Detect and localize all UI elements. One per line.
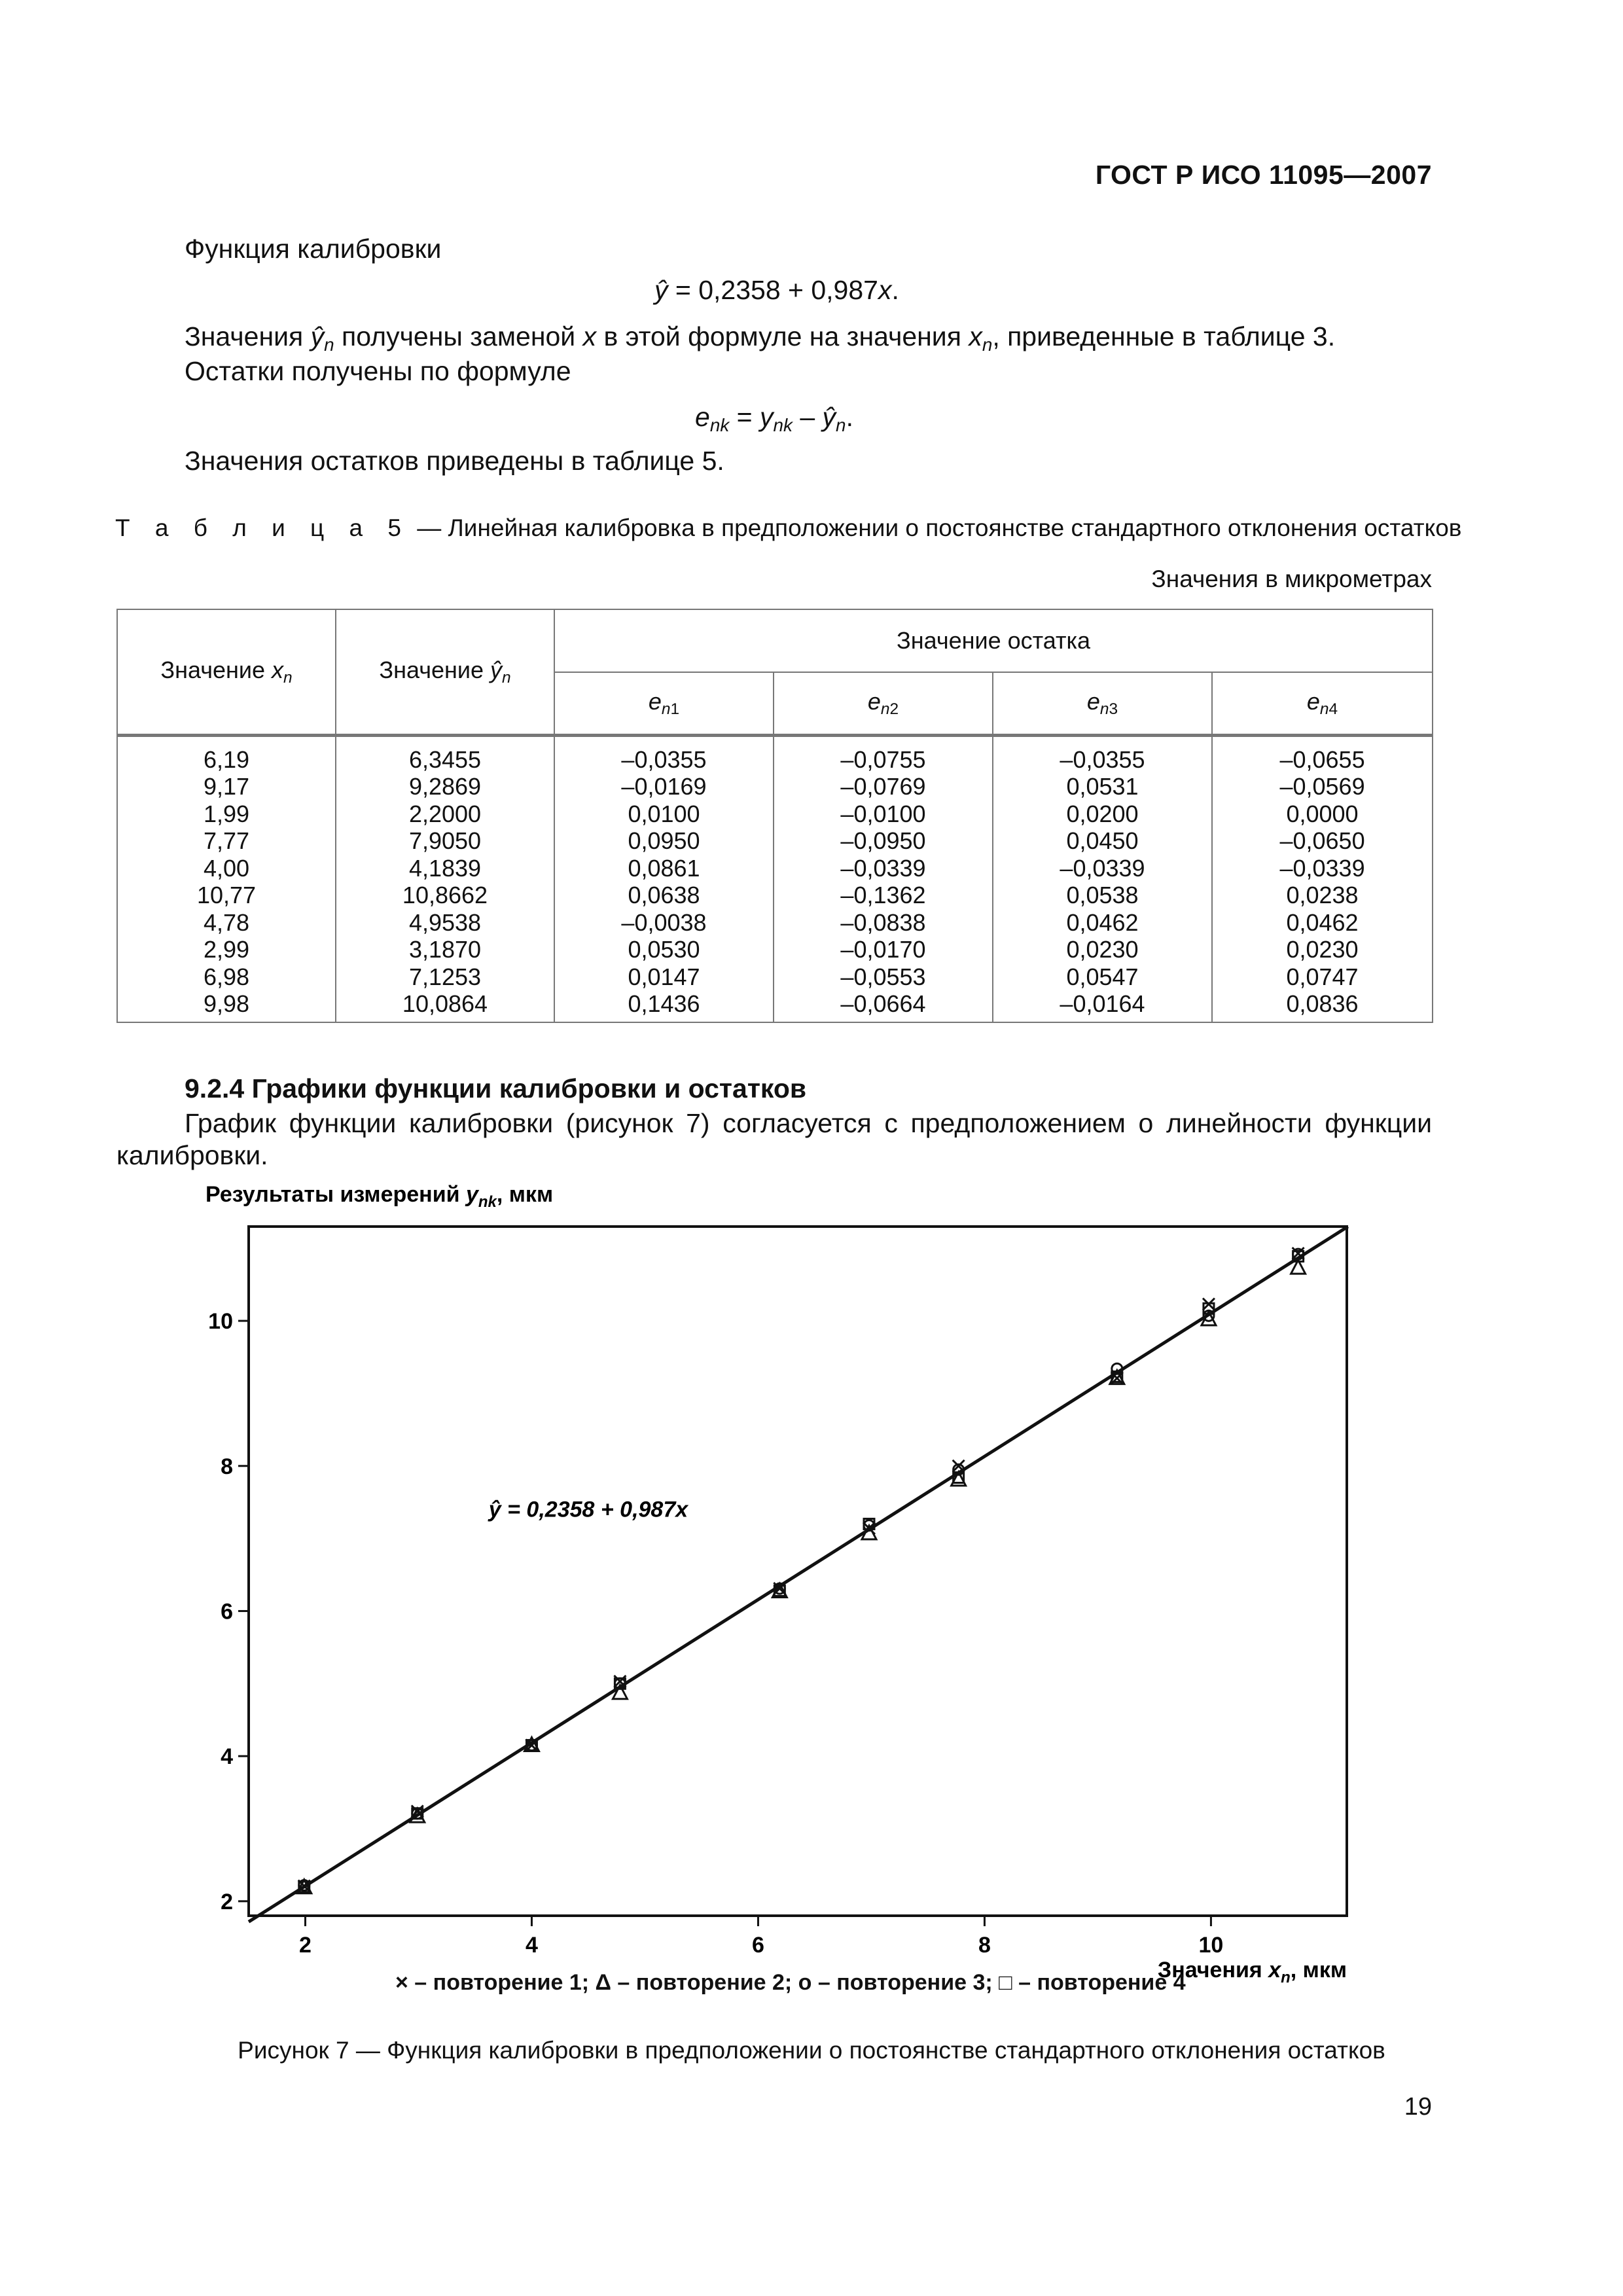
table-cell: 0,0638 (554, 882, 774, 909)
calib-formula: ŷ = 0,2358 + 0,987x. (654, 275, 899, 305)
table-cell: 10,0864 (336, 990, 554, 1022)
table-cell: –0,0755 (774, 735, 993, 773)
y-tick-label: 4 (221, 1744, 233, 1770)
table-cell: –0,0169 (554, 773, 774, 800)
fit-equation-label: ŷ = 0,2358 + 0,987x (488, 1497, 688, 1522)
table-cell: 0,0538 (993, 882, 1212, 909)
table-cell: 0,0747 (1212, 963, 1433, 991)
table-row (117, 800, 1433, 828)
table-cell: –0,0838 (774, 909, 993, 937)
table-row (117, 773, 1433, 800)
page-number: 19 (1404, 2093, 1432, 2121)
table-cell: 0,0230 (1212, 936, 1433, 963)
table-cell: 0,0462 (1212, 909, 1433, 937)
table-cell: 0,0836 (1212, 990, 1433, 1022)
table-cell: –0,0339 (774, 855, 993, 882)
legend-circle-icon: o (798, 1970, 812, 1995)
col-header-en3: $e_{n3}$ (993, 672, 1212, 735)
col-header-residual: Значение остатка (554, 609, 1433, 672)
table-cell: –0,0569 (1212, 773, 1433, 800)
col-header-en2: $e_{n2}$ (774, 672, 993, 735)
table-units: Значения в микрометрах (1151, 565, 1432, 592)
values-sentence: Значения $ŷ_n$ получены заменой x в этой формуле на значения $x_n$, приведенные в таблице 3. (185, 321, 1336, 355)
table-cell: 0,0950 (554, 827, 774, 855)
table-cell: –0,0355 (993, 735, 1212, 773)
col-header-en1: $e_{n1}$ (554, 672, 774, 735)
x-tick-label: 10 (1198, 1933, 1224, 1958)
table-cell: 0,1436 (554, 990, 774, 1022)
table-cell: 4,00 (117, 855, 336, 882)
table-cell: –0,0164 (993, 990, 1212, 1022)
table-row (117, 909, 1433, 937)
table-cell: 0,0200 (993, 800, 1212, 828)
y-axis-label: Результаты измерений $y_{nk}$, мкм (205, 1182, 554, 1211)
table-cell: –0,1362 (774, 882, 993, 909)
table-caption: Т а б л и ц а 5 — Линейная калибровка в предположении о постоянстве стандартного отклонения остатков (115, 514, 1462, 541)
table-cell: –0,0355 (554, 735, 774, 773)
table-cell: 4,78 (117, 909, 336, 937)
residuals-label: Остатки получены по формуле (185, 356, 571, 386)
table-cell: 6,19 (117, 735, 336, 773)
table-cell: 2,99 (117, 936, 336, 963)
document-header: ГОСТ Р ИСО 11095—2007 (1095, 160, 1432, 190)
table-cell: 6,98 (117, 963, 336, 991)
col-header-yhat: Значение $ŷ_n$ (336, 609, 554, 735)
table-cell: 0,0147 (554, 963, 774, 991)
chart-legend: × – повторение 1; Δ – повторение 2; o – повторение 3; □ – повторение 4 (395, 1970, 1186, 1995)
table-cell: 3,1870 (336, 936, 554, 963)
table-row (117, 936, 1433, 963)
col-header-x: Значение $x_n$ (117, 609, 336, 735)
table-cell: 9,17 (117, 773, 336, 800)
table-cell: –0,0038 (554, 909, 774, 937)
table-cell: 2,2000 (336, 800, 554, 828)
table-cell: 0,0861 (554, 855, 774, 882)
legend-triangle-icon: Δ (595, 1970, 611, 1995)
table-cell: 0,0450 (993, 827, 1212, 855)
section-text: График функции калибровки (рисунок 7) согласуется с предположением о линейности функции калибровки. (116, 1108, 1432, 1171)
table-cell: –0,0553 (774, 963, 993, 991)
table-cell: –0,0170 (774, 936, 993, 963)
x-tick-label: 2 (299, 1933, 312, 1958)
table-row (117, 827, 1433, 855)
table-cell: 0,0530 (554, 936, 774, 963)
table-cell: 9,98 (117, 990, 336, 1022)
table-cell: –0,0339 (993, 855, 1212, 882)
table-row (117, 963, 1433, 991)
table-cell: 0,0462 (993, 909, 1212, 937)
x-tick-label: 6 (751, 1933, 764, 1958)
table-cell: 1,99 (117, 800, 336, 828)
table-cell: –0,0950 (774, 827, 993, 855)
y-tick-label: 6 (221, 1599, 233, 1624)
figure-caption: Рисунок 7 — Функция калибровки в предположении о постоянстве стандартного отклонения остатков (238, 2037, 1385, 2064)
table-cell: –0,0664 (774, 990, 993, 1022)
table-cell: 10,77 (117, 882, 336, 909)
table-row (117, 990, 1433, 1022)
table-cell: 9,2869 (336, 773, 554, 800)
table-cell: 0,0547 (993, 963, 1212, 991)
table-cell: –0,0100 (774, 800, 993, 828)
residuals-table-ref: Значения остатков приведены в таблице 5. (185, 446, 724, 476)
table-cell: 0,0000 (1212, 800, 1433, 828)
table-cell: –0,0769 (774, 773, 993, 800)
residual-formula: $e_{nk} = y_{nk}$ – $ŷ_n$. (695, 402, 853, 435)
table-row (117, 882, 1433, 909)
table-cell: –0,0650 (1212, 827, 1433, 855)
y-tick-label: 8 (221, 1454, 233, 1479)
y-tick-label: 2 (221, 1889, 233, 1914)
table-cell: 4,9538 (336, 909, 554, 937)
table-cell: 4,1839 (336, 855, 554, 882)
table-cell: 0,0100 (554, 800, 774, 828)
table-cell: 7,9050 (336, 827, 554, 855)
legend-x-icon: × (395, 1970, 408, 1995)
table-cell: 0,0531 (993, 773, 1212, 800)
table-row (117, 735, 1433, 773)
table-cell: 7,1253 (336, 963, 554, 991)
table-cell: 0,0230 (993, 936, 1212, 963)
section-title: 9.2.4 Графики функции калибровки и остатков (185, 1073, 807, 1103)
x-tick-label: 8 (978, 1933, 991, 1958)
table-cell: –0,0339 (1212, 855, 1433, 882)
table-cell: 0,0238 (1212, 882, 1433, 909)
table-cell: –0,0655 (1212, 735, 1433, 773)
col-header-en4: $e_{n4}$ (1212, 672, 1433, 735)
residuals-table (116, 609, 1433, 1023)
table-cell: 7,77 (117, 827, 336, 855)
x-tick-label: 4 (526, 1933, 538, 1958)
legend-square-icon: □ (999, 1970, 1012, 1995)
table-cell: 6,3455 (336, 735, 554, 773)
x-axis-label: Значения $x_n$, мкм (1157, 1958, 1347, 1986)
y-tick-label: 10 (208, 1309, 233, 1335)
table-cell: 10,8662 (336, 882, 554, 909)
calib-function-label: Функция калибровки (185, 234, 442, 264)
table-row (117, 855, 1433, 882)
